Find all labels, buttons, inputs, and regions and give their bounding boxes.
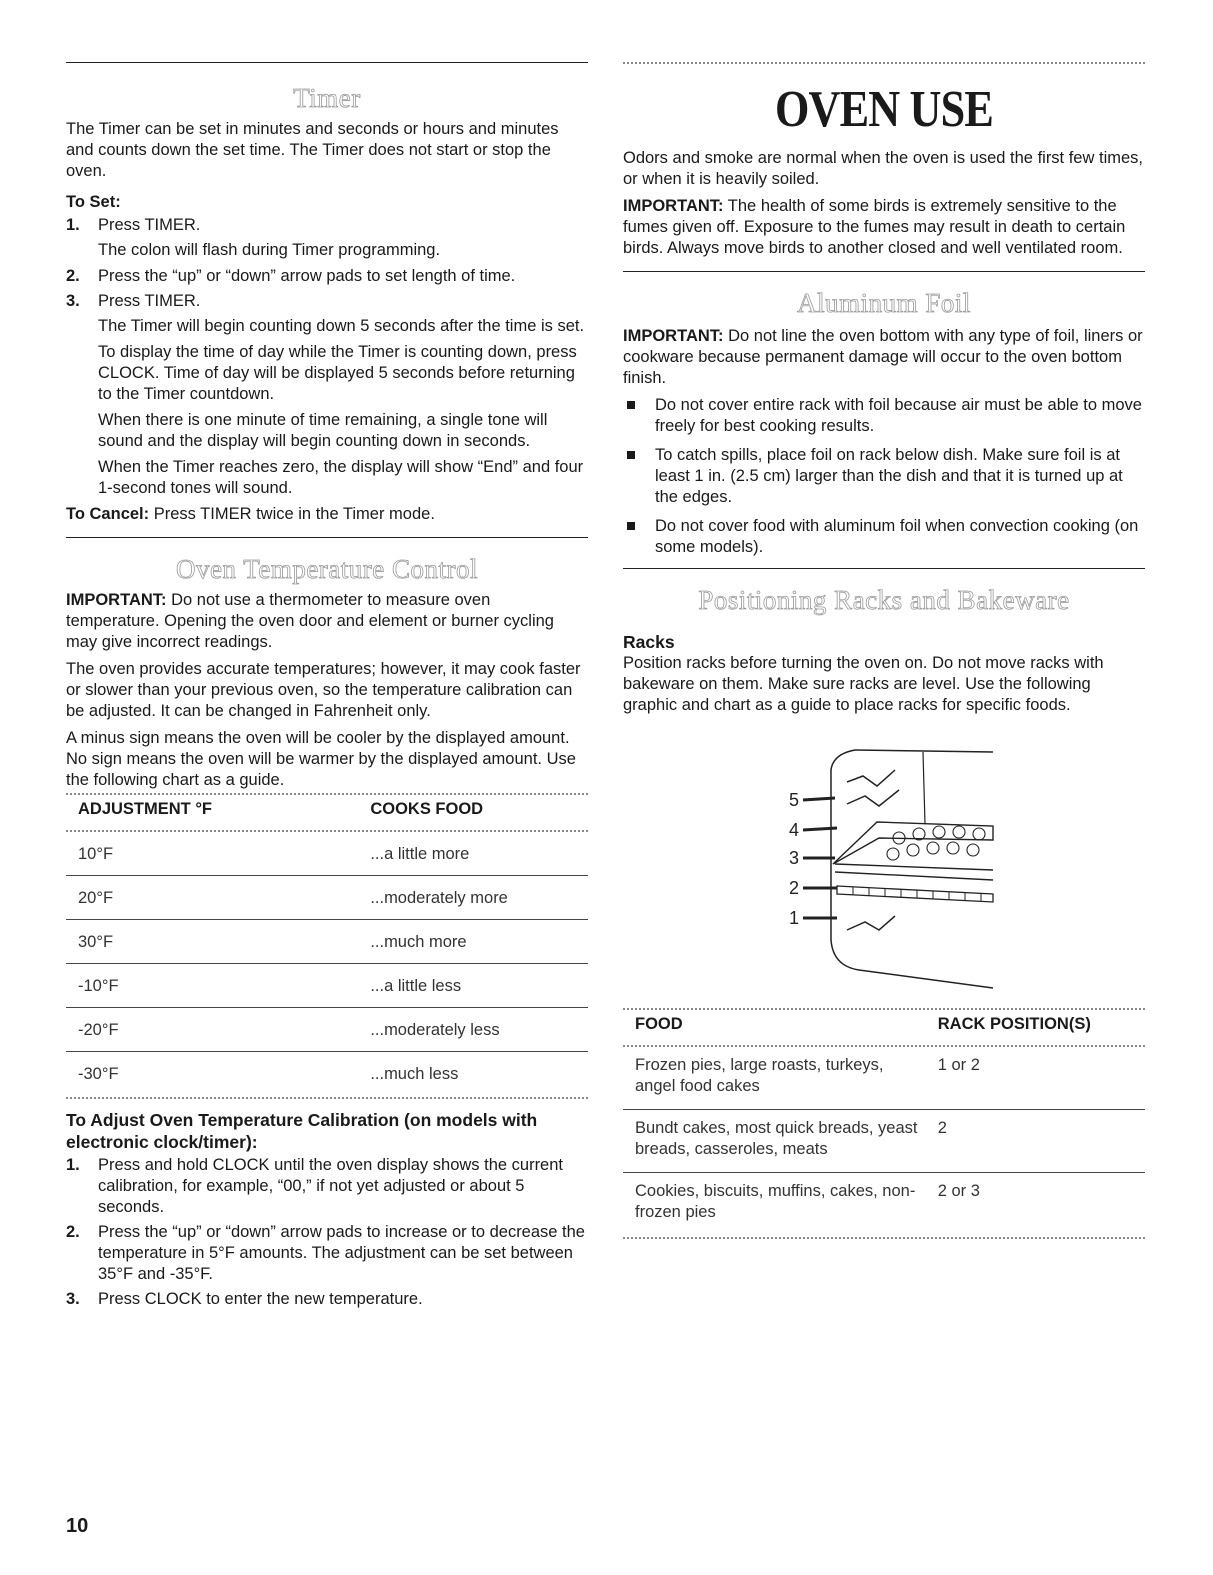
- bullet-icon: [627, 451, 635, 459]
- racks-subheading: Racks: [623, 632, 675, 652]
- table-cell: ...moderately more: [358, 876, 588, 920]
- table-row: [623, 1173, 1145, 1236]
- section-divider: [623, 271, 1145, 272]
- adjust-steps: [66, 1155, 588, 1310]
- to-set-label: To Set:: [66, 193, 121, 211]
- rack-position-label: 1: [789, 908, 800, 928]
- table-row: [66, 1052, 588, 1096]
- step-note: To display the time of day while the Timer is counting down, press CLOCK. Time of day will be displayed 5 seconds before returning to the Timer countdown.: [98, 343, 577, 403]
- timer-step: [66, 215, 588, 261]
- oven-temp-para: A minus sign means the oven will be cooler by the displayed amount. No sign means the oven will be warmer by the displayed amount. Use the following chart as a guide.: [66, 729, 576, 789]
- section-divider: [66, 537, 588, 538]
- table-cell: ...much more: [358, 920, 588, 964]
- cancel-text: Press TIMER twice in the Timer mode.: [149, 505, 435, 523]
- bullet-text: Do not cover entire rack with foil because air must be able to move freely for best cooking results.: [655, 396, 1142, 435]
- foil-title: Aluminum Foil: [797, 288, 971, 318]
- table-cell: Cookies, biscuits, muffins, cakes, non-frozen pies: [623, 1173, 926, 1236]
- right-column: [623, 62, 1145, 1239]
- table-cell: 2: [926, 1110, 1145, 1173]
- table-cell: 1 or 2: [937, 1056, 980, 1074]
- important-label: IMPORTANT:: [623, 197, 724, 215]
- important-text: The health of some birds is extremely sensitive to the fumes given off. Exposure to the fumes may result in death to certain birds. Always move birds to another closed and well ventilated room.: [623, 197, 1126, 257]
- table-cell: 10°F: [78, 845, 114, 863]
- step-number: 3.: [66, 292, 80, 310]
- table-divider: [623, 1237, 1145, 1239]
- adjust-step: [66, 1155, 588, 1218]
- step-text: Press and hold CLOCK until the oven display shows the current calibration, for example, “00,” if not yet adjusted or about 5 seconds.: [98, 1156, 563, 1216]
- timer-step: [66, 291, 588, 499]
- adjust-step: [66, 1289, 588, 1310]
- oven-temp-important: [66, 590, 588, 653]
- bullet-icon: [627, 522, 635, 530]
- timer-steps: [66, 215, 588, 499]
- section-divider: [66, 62, 588, 63]
- timer-cancel: [66, 504, 588, 525]
- timer-intro: The Timer can be set in minutes and seconds or hours and minutes and counts down the set time. The Timer does not start or stop the oven.: [66, 120, 559, 180]
- adjust-step: [66, 1222, 588, 1285]
- oven-use-title: OVEN USE: [775, 81, 993, 138]
- table-row: [623, 1047, 1145, 1110]
- oven-temp-title: Oven Temperature Control: [175, 554, 479, 584]
- left-column: [66, 62, 588, 1314]
- page-number: 10: [66, 1515, 89, 1537]
- list-item: [623, 395, 1145, 437]
- table-cell: 2 or 3: [926, 1173, 1145, 1236]
- step-note: The colon will flash during Timer programming.: [98, 241, 441, 259]
- section-divider: [623, 62, 1145, 64]
- table-cell: -20°F: [66, 1008, 358, 1052]
- list-item: [623, 516, 1145, 558]
- step-number: 1.: [66, 1156, 80, 1174]
- racks-title: Positioning Racks and Bakeware: [698, 585, 1070, 615]
- oven-temp-para: The oven provides accurate temperatures; however, it may cook faster or slower than your previous oven, so the temperature calibration can be adjusted. It can be changed in Fahrenheit only.: [66, 660, 581, 720]
- list-item: [623, 445, 1145, 508]
- rack-diagram: [623, 730, 1145, 990]
- table-cell: 20°F: [66, 876, 358, 920]
- rack-position-label: 2: [789, 878, 800, 898]
- step-note: The Timer will begin counting down 5 seconds after the time is set.: [98, 317, 585, 335]
- table-row: [66, 964, 588, 1008]
- table-cell: -10°F: [66, 964, 358, 1008]
- rack-position-label: 3: [789, 848, 800, 868]
- adjustment-table: [66, 795, 588, 1095]
- rack-position-label: 5: [789, 790, 800, 810]
- table-header-row: [66, 795, 588, 830]
- table-header-row: [623, 1010, 1145, 1045]
- cancel-label: To Cancel:: [66, 505, 150, 523]
- table-cell: ...much less: [358, 1052, 588, 1096]
- timer-title: Timer: [293, 83, 361, 113]
- step-note: When the Timer reaches zero, the display will show “End” and four 1-second tones will sound.: [98, 458, 584, 497]
- section-divider: [623, 568, 1145, 569]
- table-cell: 30°F: [66, 920, 358, 964]
- bullet-text: Do not cover food with aluminum foil when convection cooking (on some models).: [655, 517, 1139, 556]
- foil-important: [623, 326, 1145, 389]
- table-row: [623, 1110, 1145, 1173]
- table-cell: ...a little less: [358, 964, 588, 1008]
- rack-position-label: 4: [789, 820, 800, 840]
- column-header: ADJUSTMENT °F: [78, 800, 213, 818]
- timer-step: [66, 266, 588, 287]
- column-header: FOOD: [635, 1015, 683, 1033]
- table-row: [66, 876, 588, 920]
- important-label: IMPORTANT:: [623, 327, 724, 345]
- step-text: Press the “up” or “down” arrow pads to increase or to decrease the temperature in 5°F amounts. The adjustment can be set between 35°F and -35°F.: [98, 1223, 585, 1283]
- racks-para: Position racks before turning the oven on. Do not move racks with bakeware on them. Make sure racks are level. Use the following graphic and chart as a guide to place racks for specific foods.: [623, 654, 1104, 714]
- oven-use-para: Odors and smoke are normal when the oven is used the first few times, or when it is heavily soiled.: [623, 149, 1143, 188]
- foil-bullets: [623, 395, 1145, 558]
- oven-rack-illustration: [623, 730, 1145, 990]
- bullet-text: To catch spills, place foil on rack below dish. Make sure foil is at least 1 in. (2.5 cm) larger than the dish and that it is turned up at the edges.: [655, 446, 1123, 506]
- step-number: 2.: [66, 267, 80, 285]
- step-number: 3.: [66, 1290, 80, 1308]
- oven-use-important: [623, 196, 1145, 259]
- table-cell: Bundt cakes, most quick breads, yeast breads, casseroles, meats: [623, 1110, 926, 1173]
- bullet-icon: [627, 401, 635, 409]
- table-cell: -30°F: [66, 1052, 358, 1096]
- column-header: COOKS FOOD: [370, 800, 484, 818]
- column-header: RACK POSITION(S): [937, 1015, 1091, 1033]
- step-text: Press TIMER.: [98, 216, 201, 234]
- adjust-heading: To Adjust Oven Temperature Calibration (on models with electronic clock/timer):: [66, 1110, 538, 1152]
- step-note: When there is one minute of time remaining, a single tone will sound and the display will begin counting down in seconds.: [98, 411, 548, 450]
- important-text: Do not line the oven bottom with any type of foil, liners or cookware because permanent damage will occur to the oven bottom finish.: [623, 327, 1143, 387]
- table-cell: Frozen pies, large roasts, turkeys, angel food cakes: [635, 1056, 884, 1095]
- step-number: 2.: [66, 1223, 80, 1241]
- table-row: [66, 832, 588, 876]
- table-cell: ...moderately less: [358, 1008, 588, 1052]
- table-cell: ...a little more: [370, 845, 470, 863]
- rack-position-table: [623, 1010, 1145, 1235]
- important-text: Do not use a thermometer to measure oven temperature. Opening the oven door and element or burner cycling may give incorrect readings.: [66, 591, 554, 651]
- important-label: IMPORTANT:: [66, 591, 167, 609]
- step-text: Press CLOCK to enter the new temperature.: [98, 1290, 423, 1308]
- step-number: 1.: [66, 216, 80, 234]
- table-row: [66, 1008, 588, 1052]
- step-text: Press TIMER.: [98, 292, 201, 310]
- table-row: [66, 920, 588, 964]
- step-text: Press the “up” or “down” arrow pads to set length of time.: [98, 267, 516, 285]
- table-divider: [66, 1097, 588, 1099]
